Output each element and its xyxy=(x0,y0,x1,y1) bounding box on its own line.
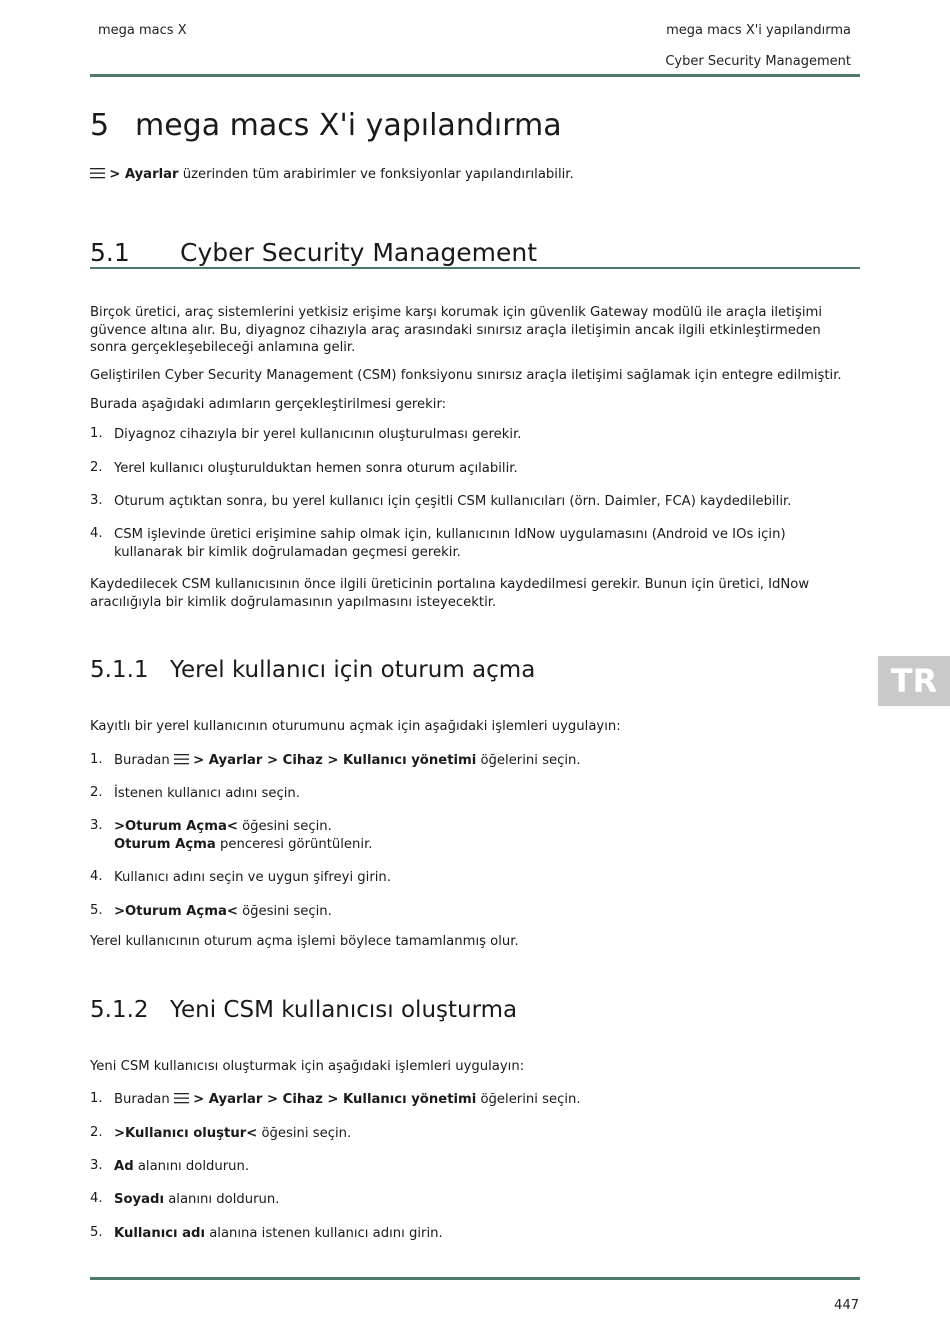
step-text: öğesini seçin. xyxy=(257,1126,352,1141)
list-item xyxy=(114,752,854,770)
step-number: 2. xyxy=(90,785,103,800)
step-text: öğesini seçin. xyxy=(237,904,332,919)
footer-rule xyxy=(90,1277,860,1280)
header-section-title: Cyber Security Management xyxy=(665,54,851,69)
step-text: öğelerini seçin. xyxy=(476,1092,581,1107)
step-text: alanını doldurun. xyxy=(133,1159,250,1174)
section-5-1-2-number: 5.1.2 xyxy=(90,997,149,1023)
section-5-1-1-outro: Yerel kullanıcının oturum açma işlemi böylece tamamlanmış olur. xyxy=(90,934,519,949)
page-number: 447 xyxy=(834,1298,859,1313)
step-number: 1. xyxy=(90,426,103,441)
step-number: 3. xyxy=(90,818,103,833)
field-reference: Kullanıcı adı xyxy=(114,1226,206,1241)
list-item xyxy=(114,1158,854,1176)
step-number: 1. xyxy=(90,752,103,767)
section-5-1-rule xyxy=(90,267,860,269)
step-text: alanına istenen kullanıcı adını girin. xyxy=(205,1226,443,1241)
section-5-1-para3: Burada aşağıdaki adımların gerçekleştirilmesi gerekir: xyxy=(90,397,447,412)
language-tab: TR xyxy=(878,656,950,706)
step-text: Buradan xyxy=(114,1092,174,1107)
list-item xyxy=(114,1091,854,1109)
section-5-1-2-intro: Yeni CSM kullanıcısı oluşturmak için aşağıdaki işlemleri uygulayın: xyxy=(90,1059,525,1074)
list-item xyxy=(114,1125,854,1143)
list-item: Oturum açtıktan sonra, bu yerel kullanıcı için çeşitli CSM kullanıcıları (örn. Daimler, FCA) kaydedilebilir. xyxy=(114,494,792,509)
chapter-intro xyxy=(90,166,860,184)
list-item xyxy=(114,903,854,921)
button-reference: >Oturum Açma< xyxy=(114,904,238,919)
section-5-1-1-title: Yerel kullanıcı için oturum açma xyxy=(170,657,536,683)
window-reference: Oturum Açma xyxy=(114,836,216,852)
list-item: İstenen kullanıcı adını seçin. xyxy=(114,786,300,801)
step-text: öğelerini seçin. xyxy=(476,753,581,768)
list-item: Yerel kullanıcı oluşturulduktan hemen sonra oturum açılabilir. xyxy=(114,461,518,476)
step-text: öğesini seçin. xyxy=(237,819,332,834)
step-number: 1. xyxy=(90,1091,103,1106)
header-document-title: mega macs X xyxy=(98,23,187,38)
list-item: CSM işlevinde üretici erişimine sahip olmak için, kullanıcının IdNow uygulamasını (Android ve IOs için) kullanarak bir kimlik doğrulamadan geçmesi gerekir. xyxy=(114,527,786,560)
header-rule xyxy=(90,74,860,77)
list-item xyxy=(114,1191,854,1209)
section-5-1-para4: Kaydedilecek CSM kullanıcısının önce ilgili üreticinin portalına kaydedilmesi gerekir. Bunun için üretici, IdNow aracılığıyla bir kimlik doğrulamasının yapılmasını isteyecektir. xyxy=(90,577,810,610)
menu-path: > Ayarlar > Cihaz > Kullanıcı yönetimi xyxy=(193,1092,477,1107)
step-text: alanını doldurun. xyxy=(164,1192,280,1207)
list-item: Diyagnoz cihazıyla bir yerel kullanıcının oluşturulması gerekir. xyxy=(114,427,522,442)
list-item xyxy=(114,818,854,853)
section-5-1-number: 5.1 xyxy=(90,238,130,267)
intro-menu-path: > Ayarlar xyxy=(109,167,179,182)
section-5-1-title: Cyber Security Management xyxy=(180,238,538,267)
header-chapter-title: mega macs X'i yapılandırma xyxy=(666,23,851,38)
step-number: 5. xyxy=(90,1225,103,1240)
section-5-1-1-number: 5.1.1 xyxy=(90,657,149,683)
step-number: 4. xyxy=(90,869,103,884)
step-number: 2. xyxy=(90,460,103,475)
section-5-1-1-intro: Kayıtlı bir yerel kullanıcının oturumunu açmak için aşağıdaki işlemleri uygulayın: xyxy=(90,719,621,734)
list-item: Kullanıcı adını seçin ve uygun şifreyi girin. xyxy=(114,870,391,885)
field-reference: Soyadı xyxy=(114,1192,165,1207)
step-number: 2. xyxy=(90,1125,103,1140)
menu-path: > Ayarlar > Cihaz > Kullanıcı yönetimi xyxy=(193,753,477,768)
step-number: 3. xyxy=(90,1158,103,1173)
hamburger-menu-icon xyxy=(90,168,105,179)
step-number: 4. xyxy=(90,1191,103,1206)
chapter-title: mega macs X'i yapılandırma xyxy=(135,108,562,143)
section-5-1-para2: Geliştirilen Cyber Security Management (CSM) fonksiyonu sınırsız araçla iletişimi sağlamak için entegre edilmiştir. xyxy=(90,368,842,383)
step-text: Buradan xyxy=(114,753,174,768)
button-reference: >Kullanıcı oluştur< xyxy=(114,1126,258,1141)
step-text: penceresi görüntülenir. xyxy=(215,836,373,852)
step-number: 5. xyxy=(90,903,103,918)
list-item xyxy=(114,1225,854,1243)
chapter-number: 5 xyxy=(90,108,110,143)
hamburger-menu-icon xyxy=(174,1093,189,1104)
hamburger-menu-icon xyxy=(174,754,189,765)
step-number: 3. xyxy=(90,493,103,508)
section-5-1-para1: Birçok üretici, araç sistemlerini yetkisiz erişime karşı korumak için güvenlik Gateway modülü ile araçla iletişimi güvence altına alır. Bu, diyagnoz cihazıyla araç arasındaki sınırsız araçla iletişimin ancak ilgili etkinleştirmeden sonra gerçekleşebileceği anlamına gelir. xyxy=(90,305,823,355)
button-reference: >Oturum Açma< xyxy=(114,819,238,834)
intro-text: üzerinden tüm arabirimler ve fonksiyonlar yapılandırılabilir. xyxy=(178,167,574,182)
step-number: 4. xyxy=(90,526,103,541)
field-reference: Ad xyxy=(114,1159,134,1174)
section-5-1-2-title: Yeni CSM kullanıcısı oluşturma xyxy=(170,997,518,1023)
